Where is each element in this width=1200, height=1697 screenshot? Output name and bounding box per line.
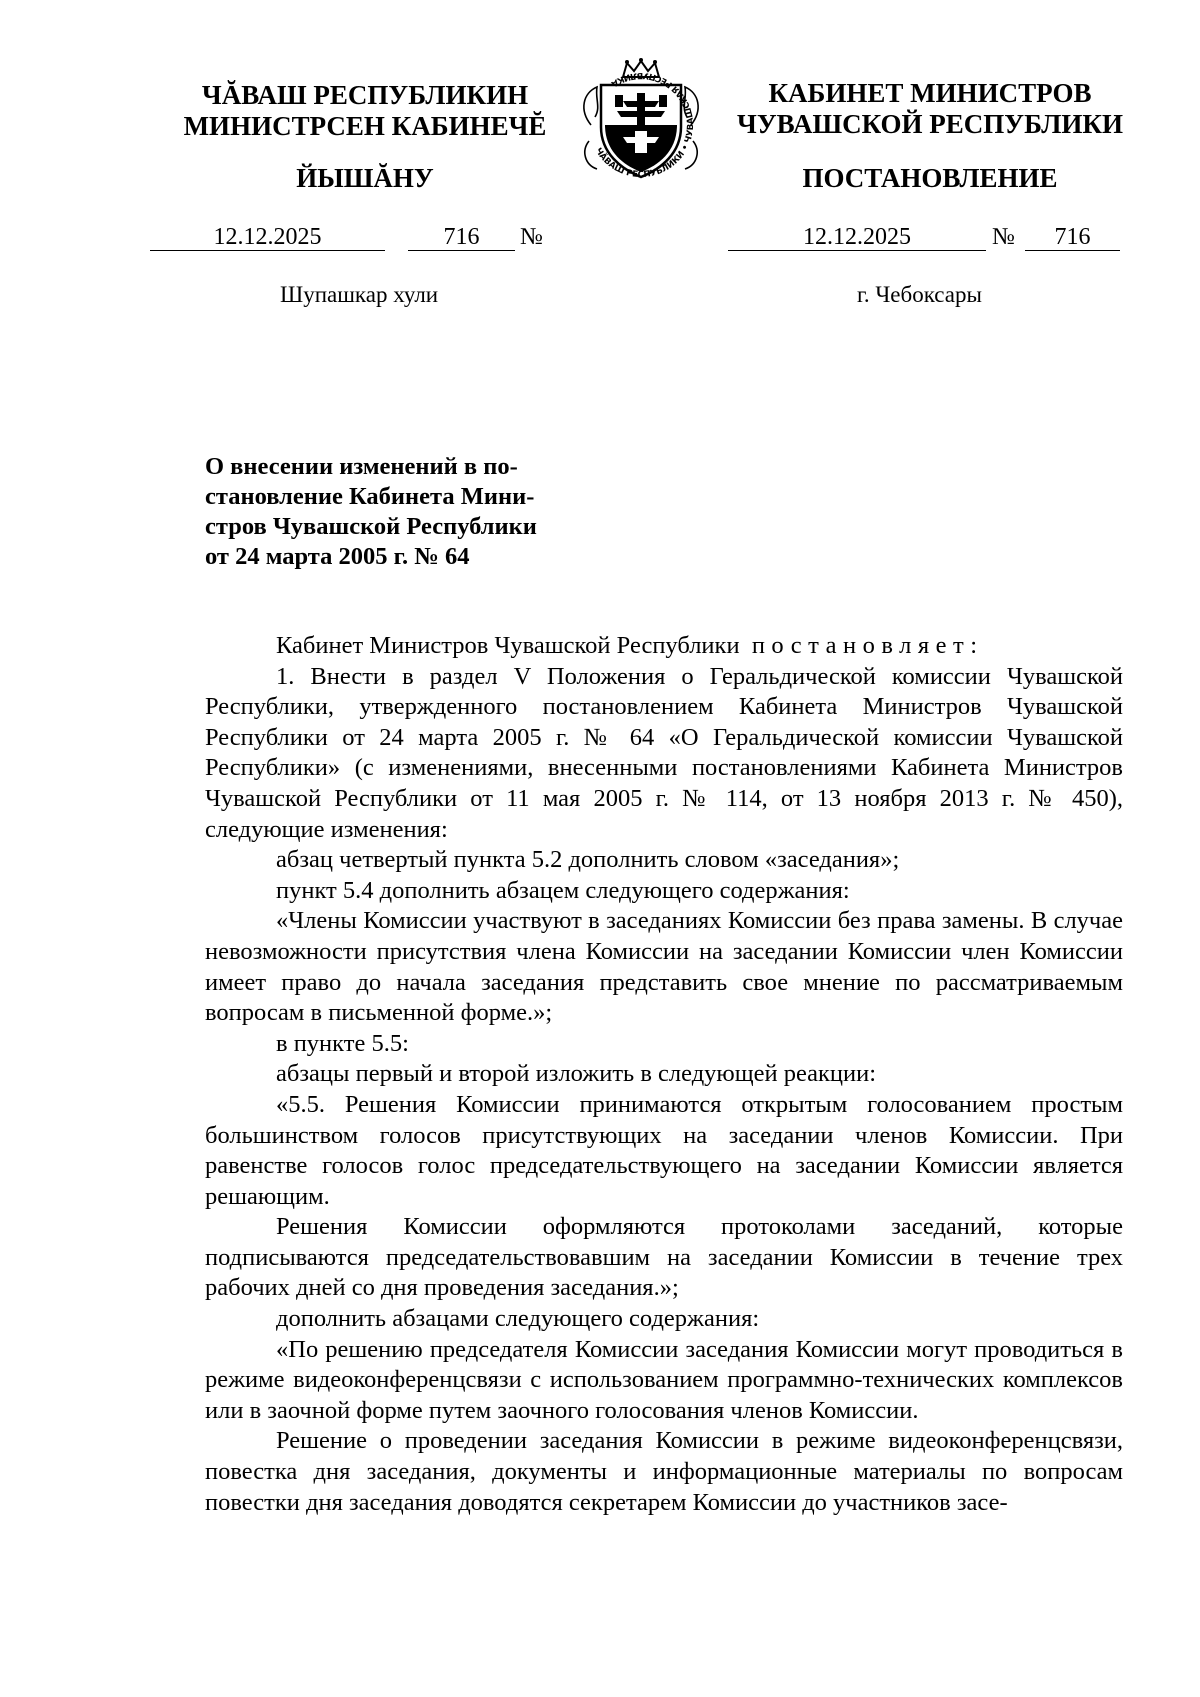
decrees-text: постановляет: [751, 632, 984, 659]
header-left-line1: ЧĂВАШ РЕСПУБЛИКИН [201, 80, 529, 110]
city-right: г. Чебоксары [857, 282, 982, 307]
body-paragraph: Решения Комиссии оформляются протоколами заседаний, которые подписываются председательствовавшим на заседании Комиссии в течение трех рабочих дней со дня проведения заседания.»; [205, 1213, 1123, 1302]
header-left-title: ЙЫШĂНУ [296, 163, 434, 193]
left-number-sign: № [520, 224, 543, 250]
body-paragraph: «По решению председателя Комиссии заседания Комиссии могут проводиться в режиме видеоконференцсвязи с использованием программно-технических комплексов или в заочной форме путем заочного голосования членов Комиссии. [205, 1335, 1123, 1424]
subject-line: становление Кабинета Мини- [205, 483, 535, 510]
left-date: 12.12.2025 [150, 222, 385, 251]
body-paragraph: в пункте 5.5: [276, 1029, 409, 1057]
body-paragraph: абзацы первый и второй изложить в следующей реакции: [276, 1060, 877, 1088]
header-right-title: ПОСТАНОВЛЕНИЕ [802, 163, 1058, 193]
body-paragraph: пункт 5.4 дополнить абзацем следующего содержания: [276, 876, 850, 904]
right-date: 12.12.2025 [728, 222, 986, 251]
body-intro [205, 631, 1123, 662]
subject-line: стров Чувашской Республики [205, 513, 537, 540]
subject-line: от 24 марта 2005 г. № 64 [205, 543, 470, 570]
coat-of-arms-emblem [571, 55, 711, 195]
left-number: 716 [408, 222, 515, 251]
intro-text: Кабинет Министров Чувашской Республики [276, 632, 740, 659]
subject-line: О внесении изменений в по- [205, 453, 518, 480]
right-number-sign: № [992, 224, 1015, 250]
body-paragraph: «Члены Комиссии участвуют в заседаниях Комиссии без права замены. В случае невозможности присутствия члена Комиссии на заседании Комиссии член Комиссии имеет право до начала заседания представить свое мнение по рассматриваемым вопросам в письменной форме.»; [205, 907, 1123, 1027]
header-right-line2: ЧУВАШСКОЙ РЕСПУБЛИКИ [737, 109, 1123, 139]
body-paragraph: Решение о проведении заседания Комиссии в режиме видеоконференцсвязи, повестка дня заседания, документы и информационные материалы по вопросам повестки дня заседания доводятся секретарем Комиссии до участников засе- [205, 1427, 1123, 1516]
document-subject [205, 452, 565, 572]
right-number: 716 [1025, 222, 1120, 251]
document-body [205, 631, 1123, 1518]
header-right-line1: КАБИНЕТ МИНИСТРОВ [768, 78, 1092, 108]
body-paragraph: 1. Внести в раздел V Положения о Геральдической комиссии Чувашской Республики, утвержденного постановлением Кабинета Министров Чувашской Республики от 24 марта 2005 г. № 64 «О Геральдической комиссии Чувашской Республики» (с изменениями, внесенными постановлениями Кабинета Министров Чувашской Республики от 11 мая 2005 г. № 114, от 13 ноября 2013 г. № 450), следующие изменения: [205, 662, 1123, 843]
body-paragraph: абзац четвертый пункта 5.2 дополнить словом «заседания»; [276, 846, 900, 874]
body-paragraph: дополнить абзацами следующего содержания: [276, 1305, 760, 1333]
date-line-left [150, 222, 570, 252]
body-paragraph: «5.5. Решения Комиссии принимаются открытым голосованием простым большинством голосов присутствующих на заседании членов Комиссии. При равенстве голосов голос председательствующего на заседании Комиссии является решающим. [205, 1090, 1123, 1210]
header-left-line2: МИНИСТРСЕН КАБИНЕЧĔ [183, 111, 547, 141]
emblem-ring-text: ЧĂВАШ РЕСПУБЛИКИ • ЧУВАШСКАЯ РЕСПУБЛИКА [592, 69, 697, 181]
city-left: Шупашкар хули [280, 282, 439, 307]
header-right [720, 78, 1140, 140]
header-left [150, 80, 580, 142]
date-line-right [728, 222, 1148, 252]
